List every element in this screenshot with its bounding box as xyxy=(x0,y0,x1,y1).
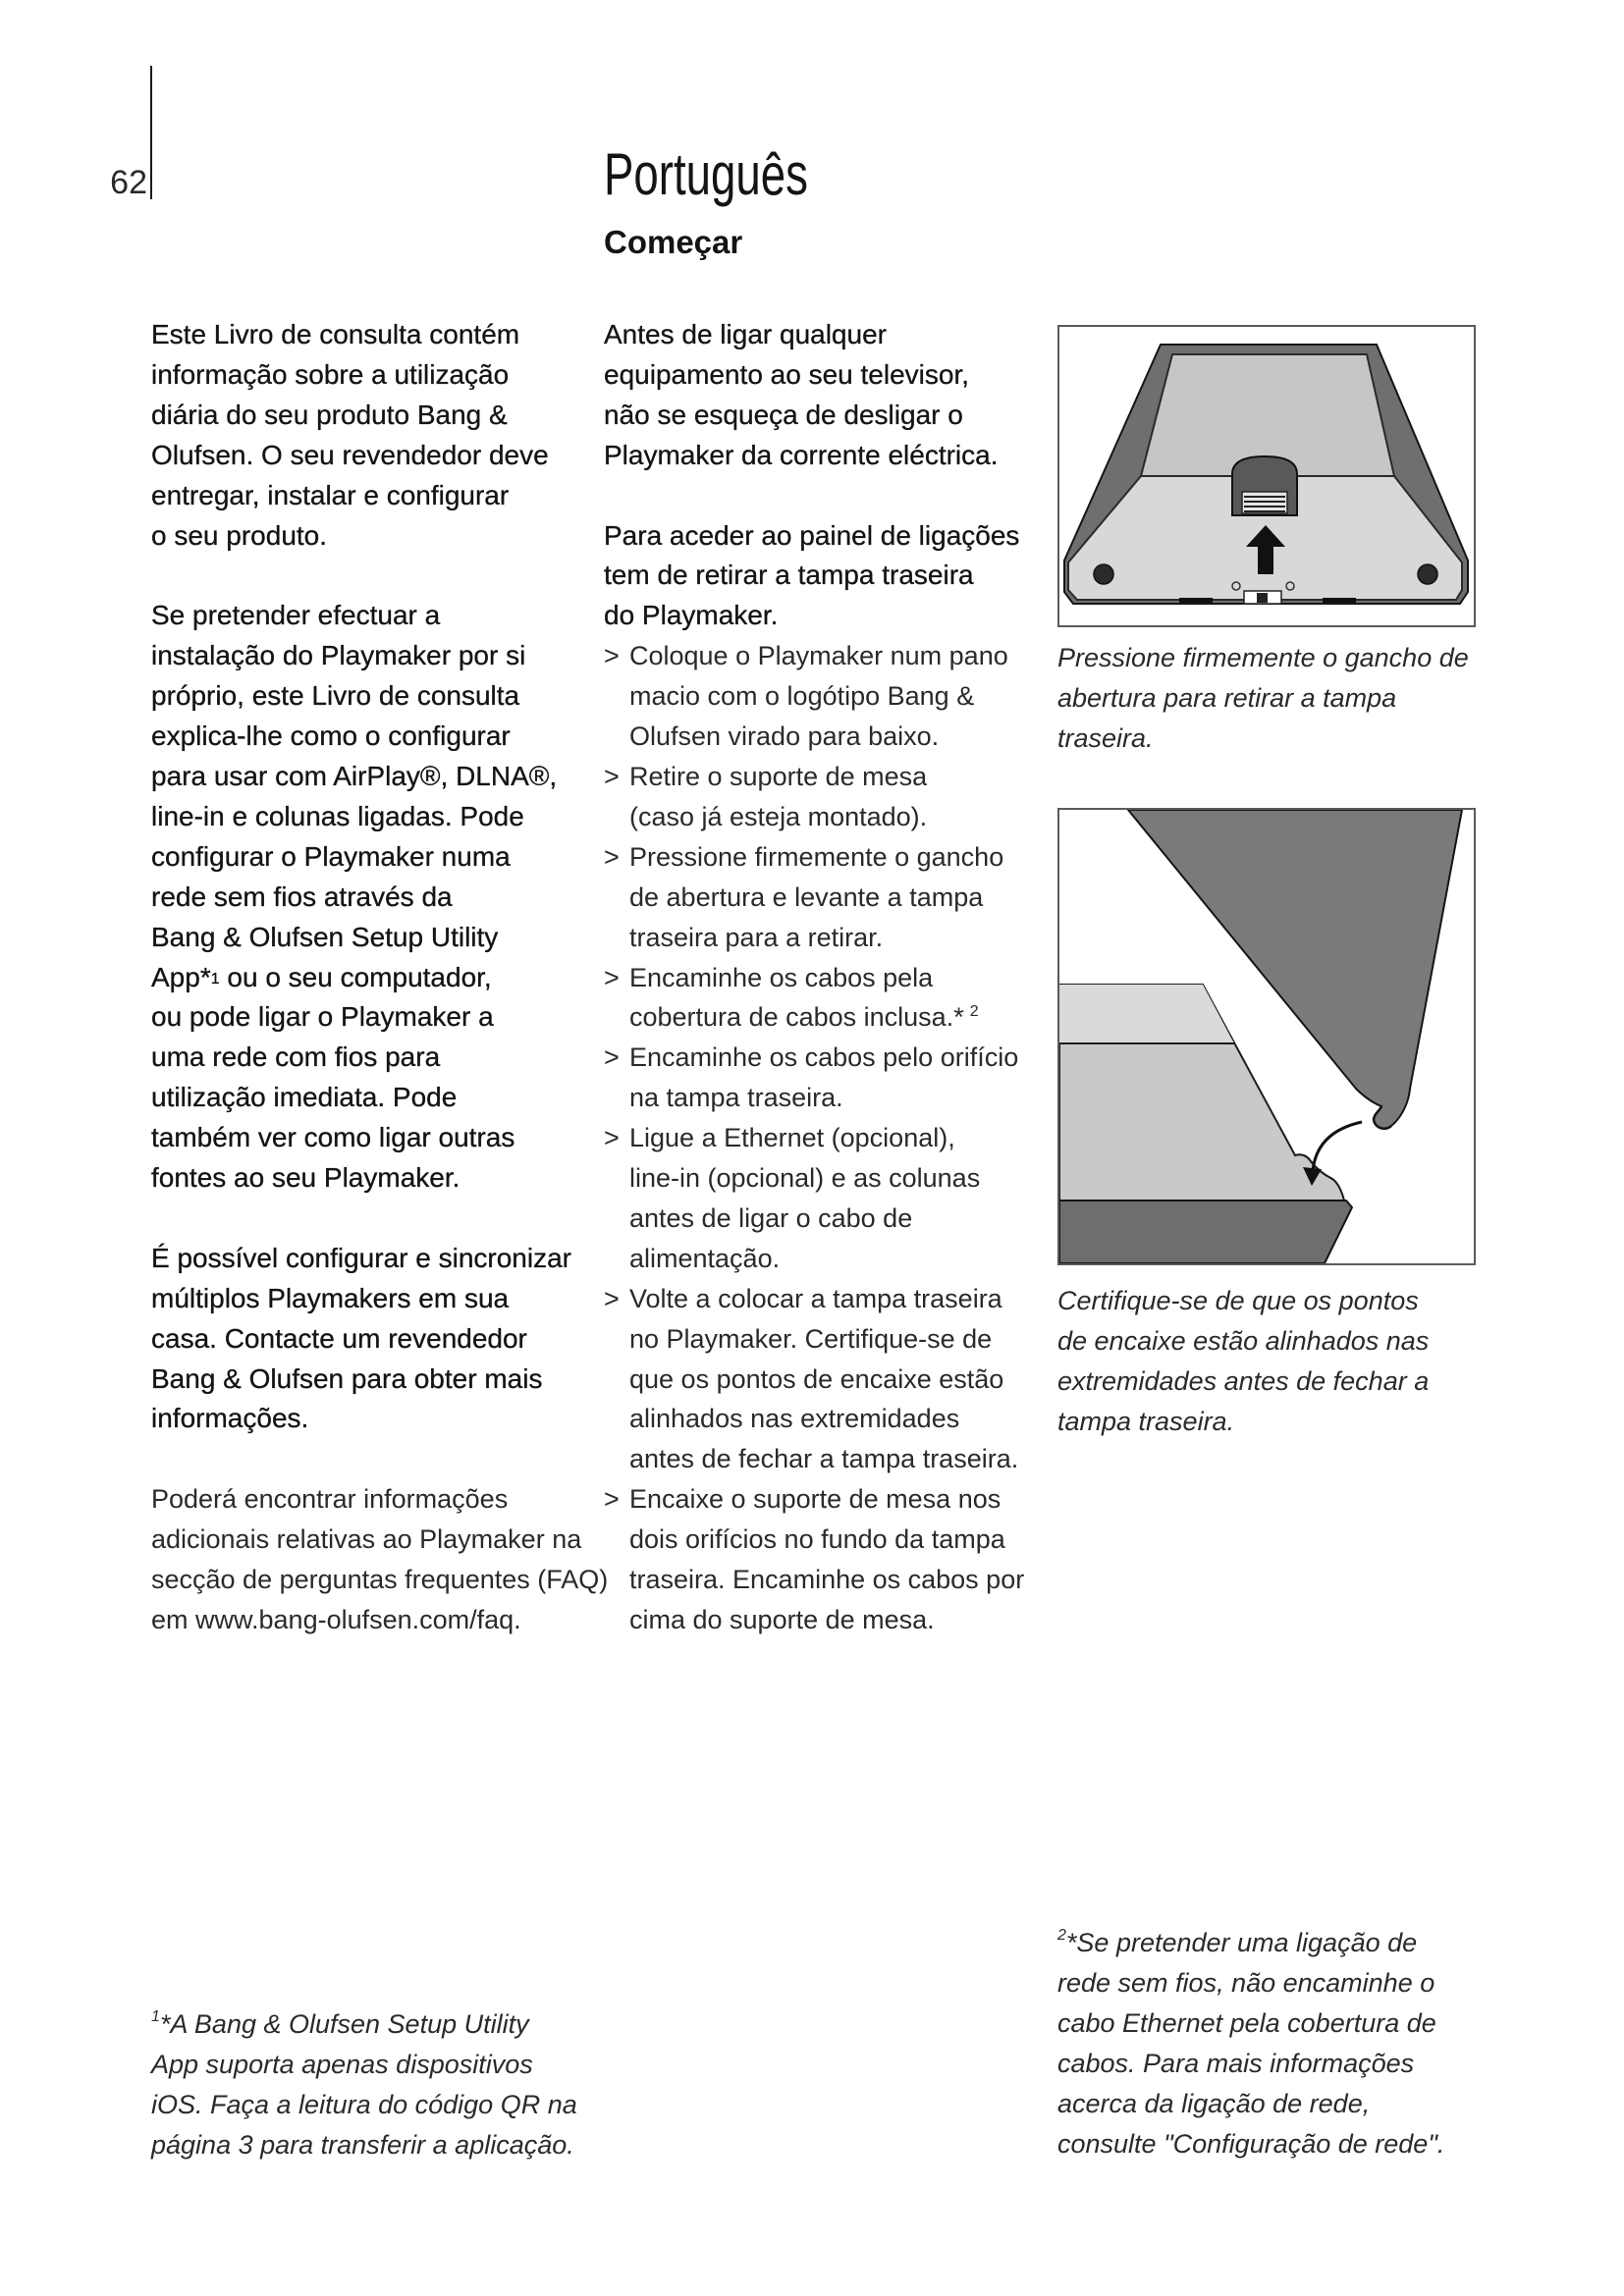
text-line: instalação do Playmaker por si xyxy=(151,640,526,671)
footnote-ref: 2 xyxy=(969,1003,979,1021)
text-line: fontes ao seu Playmaker. xyxy=(151,1162,460,1194)
text-line xyxy=(629,997,1051,1038)
text-line: em www.bang-olufsen.com/faq. xyxy=(151,1605,521,1634)
text-line: tem de retirar a tampa traseira xyxy=(604,560,974,591)
text-line: line-in (opcional) e as colunas xyxy=(629,1163,981,1194)
text-line: cabos. Para mais informações xyxy=(1057,2048,1415,2078)
text-line: acerca da ligação de rede, xyxy=(1057,2088,1371,2118)
text-line: Olufsen. O seu revendedor deve xyxy=(151,439,549,470)
text-line: traseira. Encaminhe os cabos por xyxy=(629,1565,1025,1595)
latch xyxy=(1244,591,1281,604)
text-line: que os pontos de encaixe estão xyxy=(629,1363,1004,1394)
text-line: secção de perguntas frequentes (FAQ) xyxy=(151,1565,609,1595)
list-item xyxy=(604,1479,1051,1640)
text-line xyxy=(151,2004,613,2045)
list-item xyxy=(604,1038,1051,1118)
text-line: Volte a colocar a tampa traseira xyxy=(629,1283,1002,1313)
curved-arrow-icon xyxy=(1303,1122,1362,1186)
multiroom-paragraph xyxy=(151,1239,593,1440)
text-line: (caso já esteja montado). xyxy=(629,801,928,831)
text-line: Encaminhe os cabos pela xyxy=(629,962,934,992)
figure-refit-rear-cover xyxy=(1057,808,1476,1265)
setup-paragraph xyxy=(151,596,593,1199)
footnote-number: 1 xyxy=(151,2008,160,2025)
text-line: no Playmaker. Certifique-se de xyxy=(629,1323,993,1354)
text-line: casa. Contacte um revendedor xyxy=(151,1322,527,1354)
list-marker: > xyxy=(604,841,620,872)
line-text: ou o seu computador, xyxy=(219,961,492,992)
text-line: alimentação. xyxy=(629,1243,781,1273)
text-line: Se pretender efectuar a xyxy=(151,600,441,631)
screw xyxy=(1418,564,1437,584)
text-line: também ver como ligar outras xyxy=(151,1122,515,1153)
text-line: Poderá encontrar informações xyxy=(151,1484,509,1515)
text-line: equipamento ao seu televisor, xyxy=(604,358,970,390)
text-line: Este Livro de consulta contém xyxy=(151,319,520,349)
text-line: de abertura e levante a tampa xyxy=(629,881,984,912)
text-line: Coloque o Playmaker num pano xyxy=(629,641,1008,671)
faq-paragraph xyxy=(151,1479,609,1640)
list-item xyxy=(604,958,1051,1039)
cover-alignment-illustration xyxy=(1059,810,1474,1263)
text-line: Retire o suporte de mesa xyxy=(629,761,928,791)
text-line: do Playmaker. xyxy=(604,600,779,631)
text-line: informações. xyxy=(151,1403,309,1434)
text-line: alinhados nas extremidades xyxy=(629,1404,960,1434)
text-line: App suporta apenas dispositivos xyxy=(151,2049,533,2079)
text-line: adicionais relativas ao Playmaker na xyxy=(151,1524,582,1555)
text-line: próprio, este Livro de consulta xyxy=(151,680,520,712)
text-line: Encaixe o suporte de mesa nos xyxy=(629,1484,1001,1515)
text-line: antes de ligar o cabo de xyxy=(629,1202,913,1233)
figure1-caption xyxy=(1057,638,1519,759)
text-line: Pressione firmemente o gancho xyxy=(629,841,1004,872)
list-item xyxy=(604,636,1051,757)
text-line: iOS. Faça a leitura do código QR na xyxy=(151,2089,577,2119)
list-marker: > xyxy=(604,641,620,671)
section-title: Começar xyxy=(604,224,743,260)
header-divider xyxy=(150,66,152,199)
text-line: de encaixe estão alinhados nas xyxy=(1057,1325,1430,1356)
line-text: *A Bang & Olufsen Setup Utility xyxy=(159,2009,529,2039)
text-line: Olufsen virado para baixo. xyxy=(629,721,940,752)
column-middle xyxy=(604,315,1051,1640)
hook-grip xyxy=(1242,492,1287,513)
page-number: 62 xyxy=(110,164,147,201)
text-line: Antes de ligar qualquer xyxy=(604,319,887,349)
language-title: Português xyxy=(604,141,808,207)
text-line: Certifique-se de que os pontos xyxy=(1057,1286,1419,1315)
list-marker: > xyxy=(604,1123,620,1153)
text-line: cima do suporte de mesa. xyxy=(629,1605,935,1634)
text-line: explica-lhe como o configurar xyxy=(151,721,511,752)
access-paragraph xyxy=(604,516,1051,637)
footnote-1 xyxy=(151,2004,613,2165)
footnote-number: 2 xyxy=(1057,1927,1066,1944)
list-item xyxy=(604,1279,1051,1480)
text-line: ou pode ligar o Playmaker a xyxy=(151,1001,494,1033)
list-marker: > xyxy=(604,761,620,791)
text-line: traseira para a retirar. xyxy=(629,922,884,952)
text-line: traseira. xyxy=(1057,722,1154,753)
list-marker: > xyxy=(604,962,620,992)
text-line: entregar, instalar e configurar xyxy=(151,479,510,510)
text-line: Bang & Olufsen Setup Utility xyxy=(151,921,499,952)
figure-remove-rear-cover xyxy=(1057,325,1476,627)
list-marker: > xyxy=(604,1042,620,1073)
text-line: cabo Ethernet pela cobertura de xyxy=(1057,2007,1436,2038)
text-line: uma rede com fios para xyxy=(151,1041,441,1073)
text-line: Pressione firmemente o gancho de xyxy=(1057,643,1469,672)
line-text: cobertura de cabos inclusa.* xyxy=(629,1002,964,1033)
base-plate xyxy=(1059,1201,1352,1263)
steps-list xyxy=(604,636,1051,1640)
text-line: rede sem fios, não encaminhe o xyxy=(1057,1967,1435,1998)
line-text: App* xyxy=(151,961,211,992)
list-item xyxy=(604,837,1051,958)
text-line xyxy=(151,958,593,998)
foot-pad xyxy=(1179,598,1213,603)
column-left xyxy=(151,315,609,1640)
text-line: na tampa traseira. xyxy=(629,1083,843,1113)
text-line: extremidades antes de fechar a xyxy=(1057,1365,1430,1396)
text-line: para usar com AirPlay®, DLNA®, xyxy=(151,760,558,791)
text-line: Encaminhe os cabos pelo orifício xyxy=(629,1042,1019,1073)
text-line: página 3 para transferir a aplicação. xyxy=(151,2129,574,2160)
text-line: Ligue a Ethernet (opcional), xyxy=(629,1123,955,1153)
text-line: dois orifícios no fundo da tampa xyxy=(629,1524,1005,1555)
text-line: É possível configurar e sincronizar xyxy=(151,1242,571,1273)
list-item xyxy=(604,757,1051,837)
list-marker: > xyxy=(604,1484,620,1515)
text-line: o seu produto. xyxy=(151,519,328,551)
text-line: diária do seu produto Bang & xyxy=(151,399,508,430)
text-line: não se esqueça de desligar o xyxy=(604,399,963,430)
figure2-caption xyxy=(1057,1281,1519,1442)
intro-paragraph xyxy=(151,315,593,556)
text-line: Para aceder ao painel de ligações xyxy=(604,519,1020,551)
text-line: múltiplos Playmakers em sua xyxy=(151,1282,510,1313)
text-line: rede sem fios através da xyxy=(151,881,453,912)
screw xyxy=(1094,564,1113,584)
list-item xyxy=(604,1118,1051,1279)
text-line: informação sobre a utilização xyxy=(151,358,510,390)
warning-paragraph xyxy=(604,315,1051,476)
text-line: Bang & Olufsen para obter mais xyxy=(151,1362,543,1394)
footnote-ref: 1 xyxy=(210,970,220,988)
text-line: macio com o logótipo Bang & xyxy=(629,681,975,712)
text-line: line-in e colunas ligadas. Pode xyxy=(151,800,524,831)
list-marker: > xyxy=(604,1283,620,1313)
text-line: configurar o Playmaker numa xyxy=(151,840,511,872)
text-line: utilização imediata. Pode xyxy=(151,1082,458,1113)
text-line xyxy=(1057,1923,1519,1963)
text-line: consulte "Configuração de rede". xyxy=(1057,2128,1445,2159)
text-line: Playmaker da corrente eléctrica. xyxy=(604,439,999,470)
footnote-2 xyxy=(1057,1923,1519,2163)
line-text: *Se pretender uma ligação de xyxy=(1065,1928,1418,1957)
foot-pad xyxy=(1323,598,1356,603)
text-line: abertura para retirar a tampa xyxy=(1057,682,1397,713)
text-line: antes de fechar a tampa traseira. xyxy=(629,1444,1019,1474)
rear-cover-illustration xyxy=(1059,327,1474,625)
text-line: tampa traseira. xyxy=(1057,1406,1235,1436)
